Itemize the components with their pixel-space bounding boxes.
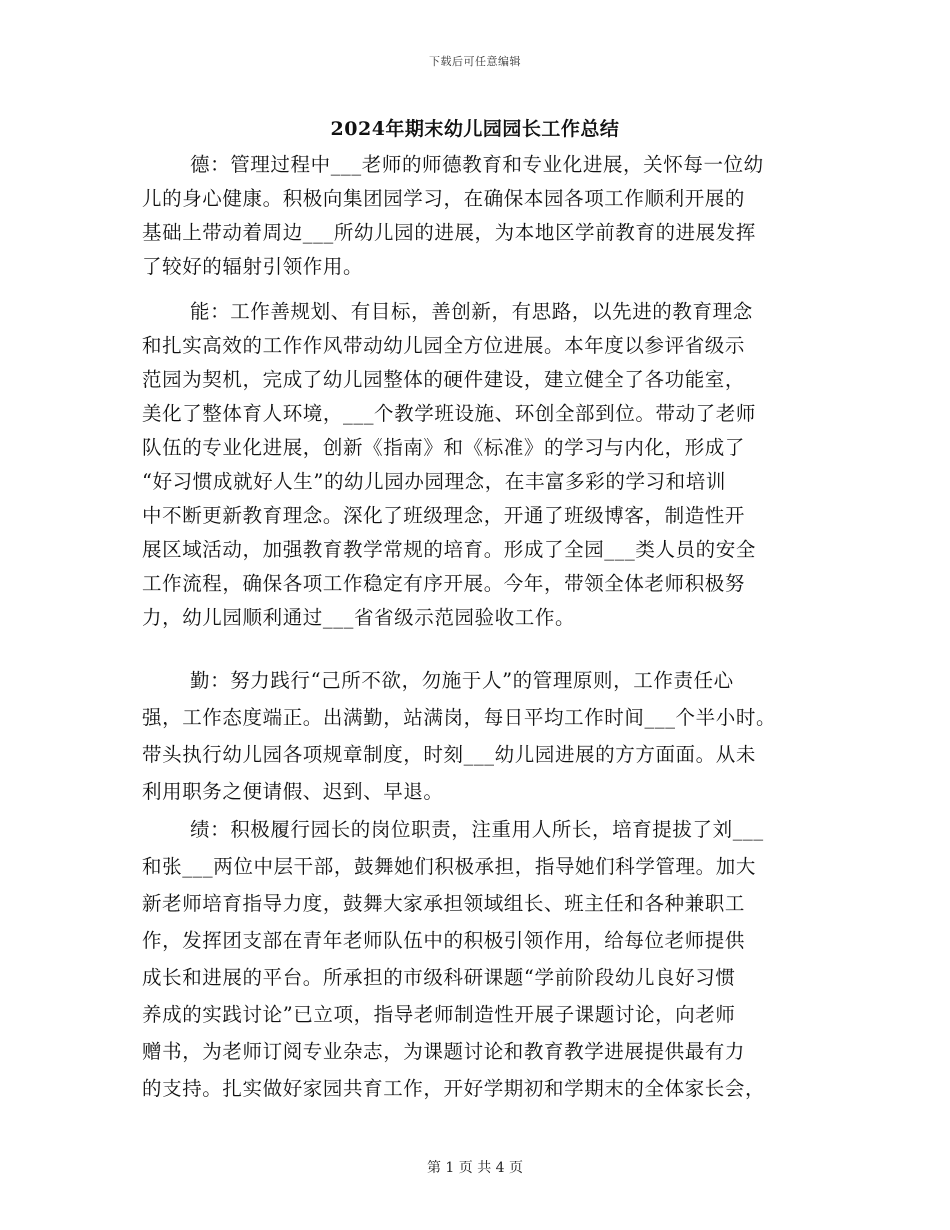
body-line: 利用职务之便请假、迟到、早退。: [142, 780, 444, 803]
body-line: 了较好的辐射引领作用。: [142, 255, 364, 278]
body-line: “好习惯成就好人生”的幼儿园办园理念，在丰富多彩的学习和培训: [142, 470, 726, 493]
body-line: 力，幼儿园顺利通过___省省级示范园验收工作。: [142, 606, 576, 629]
body-line: 队伍的专业化进展，创新《指南》和《标准》的学习与内化，形成了: [142, 436, 746, 459]
body-line: 强，工作态度端正。出满勤，站满岗，每日平均工作时间___个半小时。: [142, 706, 777, 729]
body-line: 赠书，为老师订阅专业杂志，为课题讨论和教育教学进展提供最有力: [142, 1040, 746, 1063]
body-line: 的支持。扎实做好家园共育工作，开好学期初和学期末的全体家长会，: [142, 1077, 766, 1100]
body-line: 德：管理过程中___老师的师德教育和专业化进展，关怀每一位幼: [190, 153, 764, 176]
body-line: 和张___两位中层干部，鼓舞她们积极承担，指导她们科学管理。加大: [142, 855, 756, 878]
body-line: 基础上带动着周边___所幼儿园的进展，为本地区学前教育的进展发挥: [142, 221, 756, 244]
document-title: 2024年期末幼儿园园长工作总结: [330, 118, 620, 140]
body-line: 和扎实高效的工作作风带动幼儿园全方位进展。本年度以参评省级示: [142, 334, 746, 357]
body-line: 带头执行幼儿园各项规章制度，时刻___幼儿园进展的方方面面。从未: [142, 743, 756, 766]
body-line: 展区域活动，加强教育教学常规的培育。形成了全园___类人员的安全: [142, 538, 756, 561]
body-line: 范园为契机，完成了幼儿园整体的硬件建设，建立健全了各功能室，: [142, 368, 746, 391]
body-line: 儿的身心健康。积极向集团园学习，在确保本园各项工作顺利开展的: [142, 187, 746, 210]
body-line: 养成的实践讨论”已立项，指导老师制造性开展子课题讨论，向老师: [142, 1003, 736, 1026]
page-number: 第 1 页 共 4 页: [426, 1160, 524, 1176]
body-line: 勤：努力践行“己所不欲，勿施于人”的管理原则，工作责任心: [190, 669, 734, 692]
body-line: 作，发挥团支部在青年老师队伍中的积极引领作用，给每位老师提供: [142, 929, 746, 952]
body-line: 绩：积极履行园长的岗位职责，注重用人所长，培育提拔了刘___: [190, 818, 764, 841]
body-line: 美化了整体育人环境，___个教学班设施、环创全部到位。带动了老师: [142, 402, 756, 425]
header-note: 下载后可任意编辑: [429, 55, 521, 68]
body-line: 工作流程，确保各项工作稳定有序开展。今年，带领全体老师积极努: [142, 572, 746, 595]
body-line: 能：工作善规划、有目标，善创新，有思路，以先进的教育理念: [190, 300, 753, 323]
body-line: 成长和进展的平台。所承担的市级科研课题“学前阶段幼儿良好习惯: [142, 966, 736, 989]
body-line: 新老师培育指导力度，鼓舞大家承担领域组长、班主任和各种兼职工: [142, 892, 746, 915]
body-line: 中不断更新教育理念。深化了班级理念，开通了班级博客，制造性开: [142, 504, 746, 527]
